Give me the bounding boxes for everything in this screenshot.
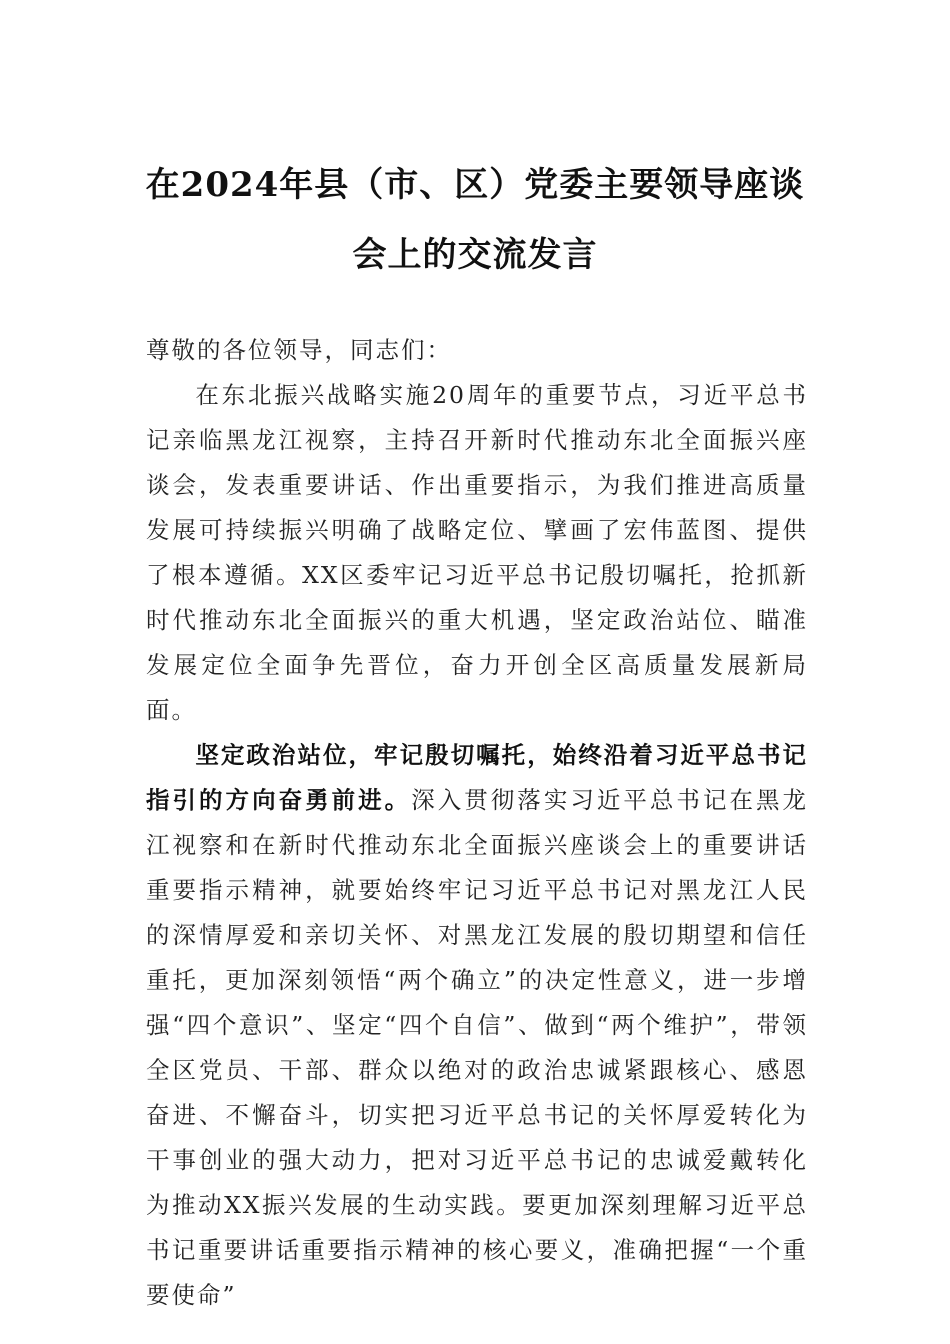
paragraph-body-text: 深入贯彻落实习近平总书记在黑龙江视察和在新时代推动东北全面振兴座谈会上的重要讲话重要指示精神，就要始终牢记习近平总书记对黑龙江人民的深情厚爱和亲切关怀、对黑龙江发展的殷切期望和信任重托，更加深刻领悟“两个确立”的决定性意义，进一步增强“四个意识”、坚定“四个自信”、做到“两个维护”，带领全区党员、干部、群众以绝对的政治忠诚紧跟核心、感恩奋进、不懈奋斗，切实把习近平总书记的关怀厚爱转化为干事创业的强大动力，把对习近平总书记的忠诚爱戴转化为推动XX振兴发展的生动实践。要更加深刻理解习近平总书记重要讲话重要指示精神的核心要义，准确把握“一个重要使命” [146,786,809,1309]
paragraph-political-stance [146,733,808,1318]
paragraph-lead-heading: 坚定政治站位，牢记殷切嘱托，始终沿着习近平总书记指引的方向奋勇前进。 [146,741,808,814]
paragraph-intro: 在东北振兴战略实施20周年的重要节点，习近平总书记亲临黑龙江视察，主持召开新时代推动东北全面振兴座谈会，发表重要讲话、作出重要指示，为我们推进高质量发展可持续振兴明确了战略定位、擘画了宏伟蓝图、提供了根本遵循。XX区委牢记习近平总书记殷切嘱托，抢抓新时代推动东北全面振兴的重大机遇，坚定政治站位、瞄准发展定位全面争先晋位，奋力开创全区高质量发展新局面。 [146,381,808,724]
salutation: 尊敬的各位领导，同志们： [146,336,452,364]
document-body [146,328,808,1318]
document-title: 在2024年县（市、区）党委主要领导座谈会上的交流发言 [145,165,805,275]
